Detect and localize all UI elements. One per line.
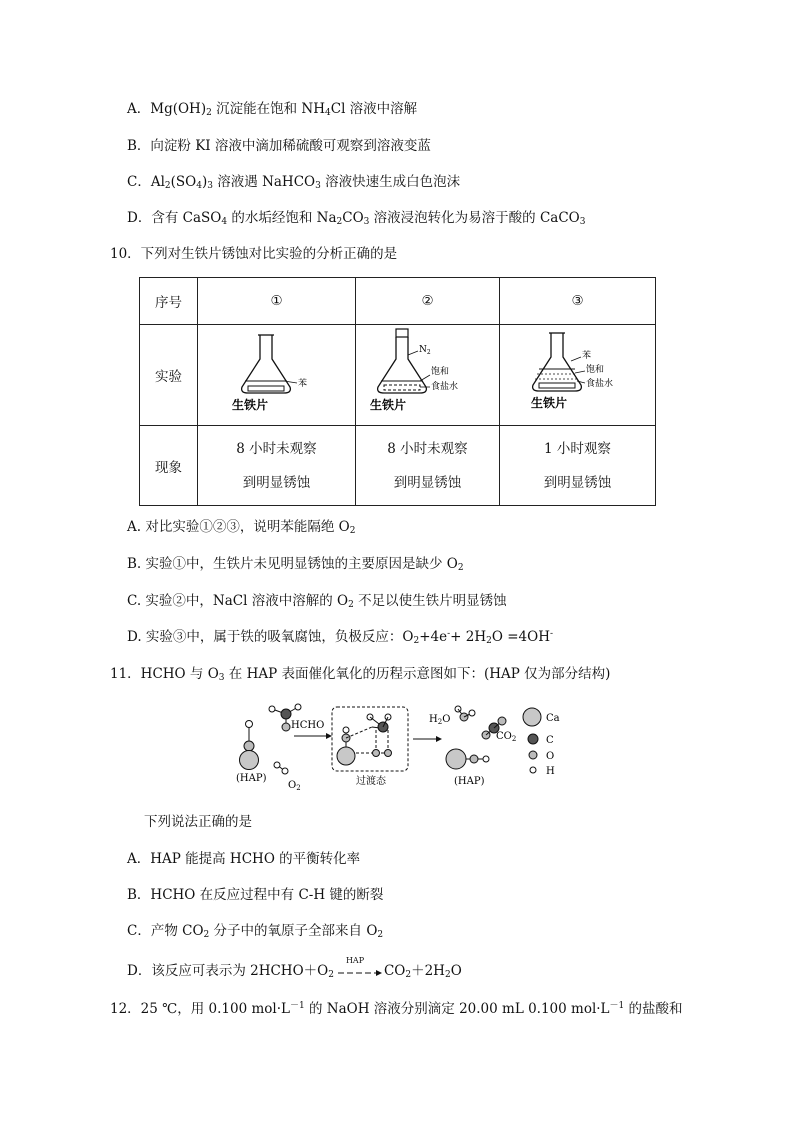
flask-2-cell xyxy=(356,325,500,426)
saltwater-label-2: 食盐水 xyxy=(585,379,613,389)
catalyst-arrow: HAP xyxy=(334,965,384,979)
q11-option-d: D．该反应可表示为 $2HCHO+O_2$ HAP $CO_2+2H_2O$ xyxy=(127,955,462,980)
flask-1-cell xyxy=(198,325,356,426)
q12-stem: 12．25 ℃，用 0.100 $mol\cdot L^{-1}$ 的 NaOH 溶液分别滴定 20.00 mL 0.100 $mol\cdot L^{-1}$ 的盐酸和 xyxy=(110,1001,683,1017)
phenomenon-2: 8 小时未观察 到明显锈蚀 xyxy=(356,426,500,506)
col-1: ① xyxy=(198,278,356,325)
saltwater-label-1: 饱和 xyxy=(430,367,449,377)
saltwater-label-1: 饱和 xyxy=(585,365,604,375)
transition-state-label: 过渡态 xyxy=(356,776,386,787)
hap-label-left: (HAP) xyxy=(236,773,267,784)
q9-option-d: D．含有 CaSO$_4$ 的水垢经饱和 $Na_2CO_3$ 溶液浸泡转化为易溶于酸的 CaCO$_3$ xyxy=(127,210,586,227)
q10-option-b: B. 实验①中，生铁片未见明显锈蚀的主要原因是缺少 $O_2$ xyxy=(127,556,464,573)
row-label-experiment: 实验 xyxy=(140,325,198,426)
q9-option-c: C．$Al_2(SO_4)_3$ 溶液遇 NaHCO$_3$ 溶液快速生成白色泡沫 xyxy=(127,174,461,191)
iron-label: 生铁片 xyxy=(369,398,406,412)
ca-atom xyxy=(240,751,259,770)
legend-c: C xyxy=(546,735,554,746)
q9-option-b: B．向淀粉 KI 溶液中滴加稀硫酸可观察到溶液变蓝 xyxy=(127,138,431,154)
o2-label: $O_2$ xyxy=(288,780,301,792)
hap-label-right: (HAP) xyxy=(454,776,485,787)
phenomenon-3: 1 小时观察 到明显锈蚀 xyxy=(500,426,656,506)
o-atom xyxy=(244,741,254,751)
q10-option-d: D. 实验③中，属于铁的吸氧腐蚀，负极反应：$O_2+4e^-+ 2H_2O =4OH^-$ xyxy=(127,629,554,646)
flask-3-illustration xyxy=(503,325,653,421)
row-label-phenomenon: 现象 xyxy=(140,426,198,506)
legend-ca: Ca xyxy=(546,713,560,724)
flask-2-illustration xyxy=(358,325,498,421)
flask-3-cell xyxy=(500,325,656,426)
iron-label: 生铁片 xyxy=(231,398,268,412)
q10-option-a: A. 对比实验①②③，说明苯能隔绝 $O_2$ xyxy=(127,519,356,536)
iron-label: 生铁片 xyxy=(530,396,567,410)
legend-h: H xyxy=(546,766,555,777)
q11-lead: 下列说法正确的是 xyxy=(144,814,252,830)
flask-1-illustration xyxy=(202,325,352,421)
legend-o: O xyxy=(546,751,555,762)
h2o-label: $H_2O$ xyxy=(429,714,451,726)
saltwater-label-2: 食盐水 xyxy=(430,382,458,392)
co2-label: $CO_2$ xyxy=(496,731,517,743)
q10-stem: 10．下列对生铁片锈蚀对比实验的分析正确的是 xyxy=(110,246,398,262)
q11-option-c: C．产物 $CO_2$ 分子中的氧原子全部来自 $O_2$ xyxy=(127,923,384,940)
n2-label: $N_2$ xyxy=(418,345,431,356)
q11-option-a: A．HAP 能提高 HCHO 的平衡转化率 xyxy=(127,851,361,867)
benzene-label: 苯 xyxy=(297,379,307,389)
col-3: ③ xyxy=(500,278,656,325)
phenomenon-1: 8 小时未观察 到明显锈蚀 xyxy=(198,426,356,506)
row-label-index: 序号 xyxy=(140,278,198,325)
col-2: ② xyxy=(356,278,500,325)
q10-option-c: C. 实验②中，NaCl 溶液中溶解的 $O_2$ 不足以使生铁片明显锈蚀 xyxy=(127,593,507,610)
q9-option-a: A．$Mg(OH)_2$ 沉淀能在饱和 $NH_4Cl$ 溶液中溶解 xyxy=(127,101,418,118)
benzene-label: 苯 xyxy=(581,351,591,361)
reaction-mechanism-diagram xyxy=(228,695,598,795)
h-atom xyxy=(246,721,253,728)
q11-option-b: B．HCHO 在反应过程中有 C-H 键的断裂 xyxy=(127,887,384,903)
hcho-label: HCHO xyxy=(291,720,325,731)
q11-stem: 11．HCHO 与 $O_3$ 在 HAP 表面催化氧化的历程示意图如下：(HAP 仅为部分结构) xyxy=(110,666,611,683)
experiment-table xyxy=(139,277,656,506)
